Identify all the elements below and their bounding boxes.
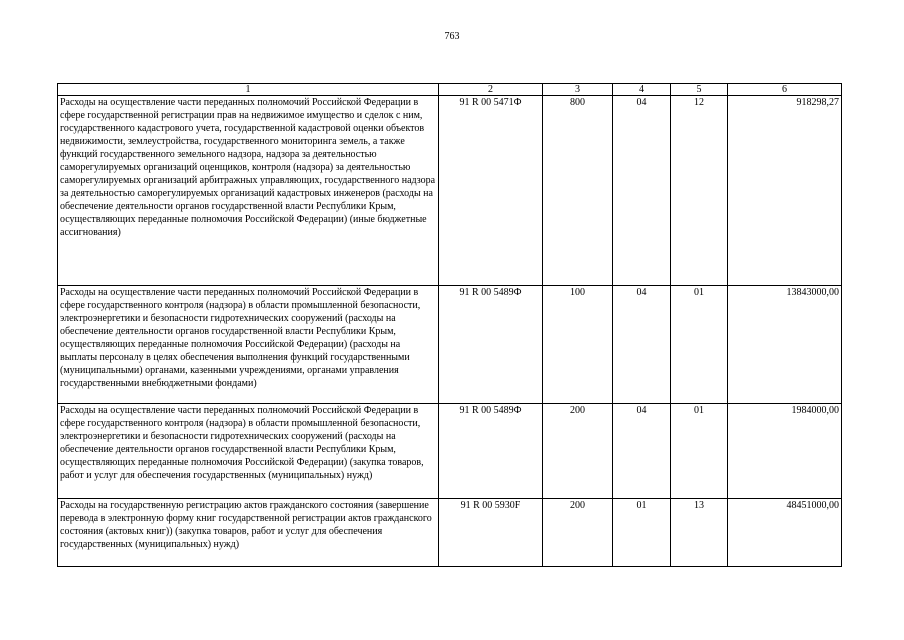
row-amount: 13843000,00 bbox=[728, 286, 842, 404]
header-col-2: 2 bbox=[439, 84, 543, 96]
row-code: 91 R 00 5489Ф bbox=[439, 286, 543, 404]
row-col5: 01 bbox=[671, 286, 728, 404]
row-code: 91 R 00 5471Ф bbox=[439, 96, 543, 286]
row-col4: 01 bbox=[613, 499, 671, 567]
table-row bbox=[58, 96, 842, 286]
row-amount: 918298,27 bbox=[728, 96, 842, 286]
row-col4: 04 bbox=[613, 96, 671, 286]
row-col3: 200 bbox=[543, 499, 613, 567]
header-col-5: 5 bbox=[671, 84, 728, 96]
row-col5: 13 bbox=[671, 499, 728, 567]
header-row bbox=[58, 84, 842, 96]
row-col4: 04 bbox=[613, 404, 671, 499]
row-code: 91 R 00 5489Ф bbox=[439, 404, 543, 499]
row-col3: 200 bbox=[543, 404, 613, 499]
header-col-3: 3 bbox=[543, 84, 613, 96]
table-row bbox=[58, 286, 842, 404]
row-col4: 04 bbox=[613, 286, 671, 404]
row-col3: 800 bbox=[543, 96, 613, 286]
row-col5: 01 bbox=[671, 404, 728, 499]
budget-table bbox=[57, 83, 842, 567]
table-row bbox=[58, 404, 842, 499]
row-description: Расходы на осуществление части переданных полномочий Российской Федерации в сфере государственной регистрации прав на недвижимое имущество и сделок с ним, государственного кадастрового учета, государственной кадастровой оценки объектов недвижимости, землеустройства, государственного мониторинга земель, а также функций государственного земельного надзора, надзора за деятельностью саморегулируемых организаций оценщиков, контроля (надзора) за деятельностью саморегулируемых организаций арбитражных управляющих, государственного надзора за деятельностью саморегулируемых организаций кадастровых инженеров (расходы на обеспечение деятельности органов государственной власти Республики Крым, осуществляющих переданные полномочия Российской Федерации) (иные бюджетные ассигнования) bbox=[58, 96, 439, 286]
row-amount: 48451000,00 bbox=[728, 499, 842, 567]
header-col-1: 1 bbox=[58, 84, 439, 96]
table-row bbox=[58, 499, 842, 567]
row-amount: 1984000,00 bbox=[728, 404, 842, 499]
row-description: Расходы на осуществление части переданных полномочий Российской Федерации в сфере государственного контроля (надзора) в области промышленной безопасности, электроэнергетики и безопасности гидротехнических сооружений (расходы на обеспечение деятельности органов государственной власти Республики Крым, осуществляющих переданные полномочия Российской Федерации) (расходы на выплаты персоналу в целях обеспечения выполнения функций государственными (муниципальными) органами, казенными учреждениями, органами управления государственными внебюджетными фондами) bbox=[58, 286, 439, 404]
row-description: Расходы на осуществление части переданных полномочий Российской Федерации в сфере государственного контроля (надзора) в области промышленной безопасности, электроэнергетики и безопасности гидротехнических сооружений (расходы на обеспечение деятельности органов государственной власти Республики Крым, осуществляющих переданные полномочия Российской Федерации) (закупка товаров, работ и услуг для обеспечения государственных (муниципальных) нужд) bbox=[58, 404, 439, 499]
row-description: Расходы на государственную регистрацию актов гражданского состояния (завершение перевода в электронную форму книг государственной регистрации актов гражданского состояния (актовых книг)) (закупка товаров, работ и услуг для обеспечения государственных (муниципальных) нужд) bbox=[58, 499, 439, 567]
row-col3: 100 bbox=[543, 286, 613, 404]
row-col5: 12 bbox=[671, 96, 728, 286]
header-col-4: 4 bbox=[613, 84, 671, 96]
header-col-6: 6 bbox=[728, 84, 842, 96]
page-number: 763 bbox=[444, 31, 460, 42]
row-code: 91 R 00 5930F bbox=[439, 499, 543, 567]
